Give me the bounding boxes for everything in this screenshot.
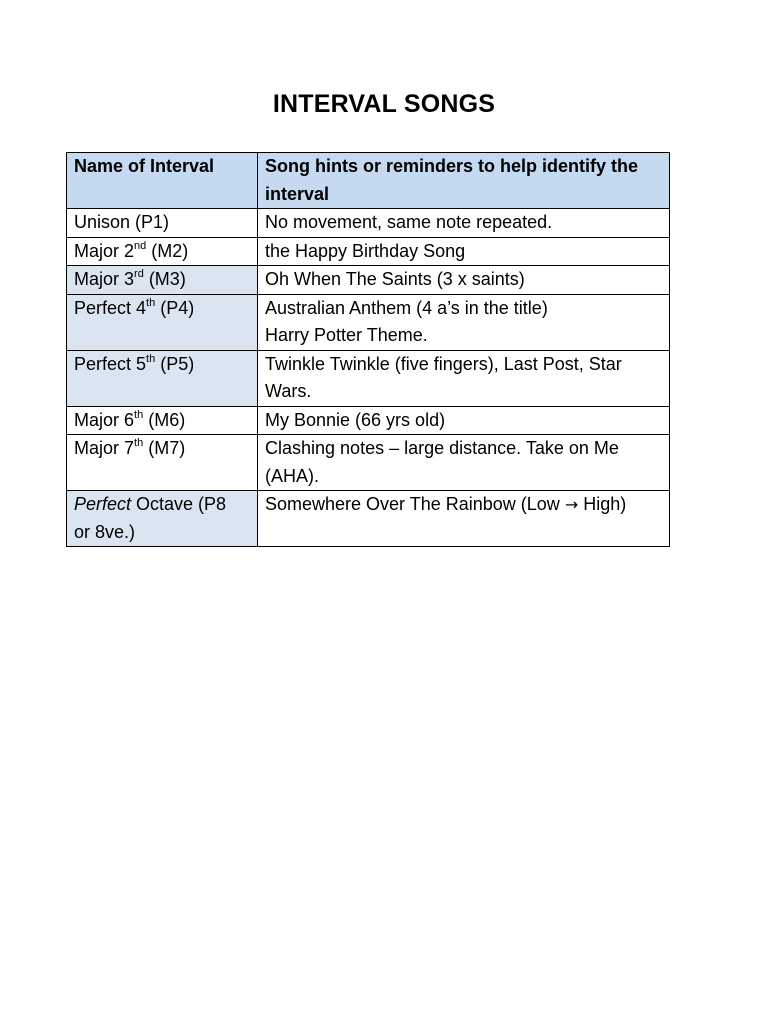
interval-name-text: Major 3: [74, 269, 135, 289]
table-row: [67, 266, 670, 295]
ordinal-suffix: rd: [134, 268, 144, 280]
interval-abbrev: (P4): [155, 297, 195, 318]
hint-line: the Happy Birthday Song: [265, 240, 466, 261]
header-song-hints: [258, 153, 670, 209]
ordinal-suffix: th: [134, 408, 144, 421]
interval-name-text: Unison (P1): [74, 212, 170, 232]
hint-major-2nd: [258, 237, 670, 266]
interval-name-major-3rd: [67, 266, 258, 295]
hint-perfect-octave: [258, 491, 670, 547]
hint-line: No movement, same note repeated.: [265, 212, 553, 232]
interval-table: [66, 152, 670, 547]
ordinal-suffix: th: [146, 296, 156, 309]
interval-name-text: Perfect 4: [74, 297, 147, 318]
ordinal-suffix: nd: [134, 239, 147, 252]
interval-name-perfect-octave: [67, 491, 258, 547]
interval-abbrev: (M2): [146, 240, 189, 261]
interval-name-major-2nd: [67, 237, 258, 266]
interval-name-major-6th: [67, 406, 258, 435]
octave-name-italic: Perfect: [74, 494, 132, 514]
table-header-row: [67, 153, 670, 209]
hint-octave-pre: Somewhere Over The Rainbow (Low: [265, 494, 565, 514]
header-name-of-interval: Name of Interval: [67, 153, 258, 209]
hint-major-3rd: [258, 266, 670, 295]
interval-name-unison: [67, 209, 258, 238]
table-row: [67, 209, 670, 238]
ordinal-suffix: th: [134, 437, 144, 449]
octave-name-rest: Octave (P8: [131, 494, 227, 514]
table-row: [67, 435, 670, 491]
interval-name-perfect-4th: [67, 294, 258, 350]
page-title: INTERVAL SONGS: [272, 90, 496, 118]
interval-abbrev: (M3): [143, 269, 186, 289]
hint-line: Harry Potter Theme.: [265, 325, 428, 345]
interval-name-text: Major 6: [74, 409, 135, 430]
hint-line: Wars.: [265, 381, 312, 401]
table-row: [67, 350, 670, 406]
interval-name-text: Perfect 5: [74, 353, 147, 374]
table-row: [67, 294, 670, 350]
hint-major-7th: [258, 435, 670, 491]
ordinal-suffix: th: [146, 352, 156, 365]
hint-line: Clashing notes – large distance. Take on Me: [265, 438, 619, 458]
hint-line: My Bonnie (66 yrs old): [265, 409, 446, 430]
interval-abbrev: (P5): [155, 353, 195, 374]
interval-abbrev: (M6): [143, 409, 186, 430]
interval-abbrev: (M7): [143, 438, 186, 458]
hint-unison: [258, 209, 670, 238]
hint-octave-post: High): [578, 494, 627, 514]
interval-name-text: Major 2: [74, 240, 135, 261]
right-arrow-icon: →: [564, 495, 579, 514]
header-song-hints-line2: interval: [265, 183, 330, 204]
hint-line: Twinkle Twinkle (five fingers), Last Post, Star: [265, 353, 622, 374]
table-row: [67, 491, 670, 547]
hint-line: Australian Anthem (4 a’s in the title): [265, 297, 548, 318]
hint-perfect-4th: [258, 294, 670, 350]
octave-name-line1: [74, 491, 250, 519]
interval-name-major-7th: [67, 435, 258, 491]
interval-name-text: Major 7: [74, 438, 135, 458]
header-song-hints-line1: Song hints or reminders to help identify the: [265, 156, 639, 176]
table-row: [67, 237, 670, 266]
hint-line: (AHA).: [265, 465, 319, 486]
hint-major-6th: [258, 406, 670, 435]
hint-line: Oh When The Saints (3 x saints): [265, 269, 525, 289]
table-row: [67, 406, 670, 435]
octave-name-line2: or 8ve.): [74, 521, 136, 542]
hint-perfect-5th: [258, 350, 670, 406]
interval-name-perfect-5th: [67, 350, 258, 406]
